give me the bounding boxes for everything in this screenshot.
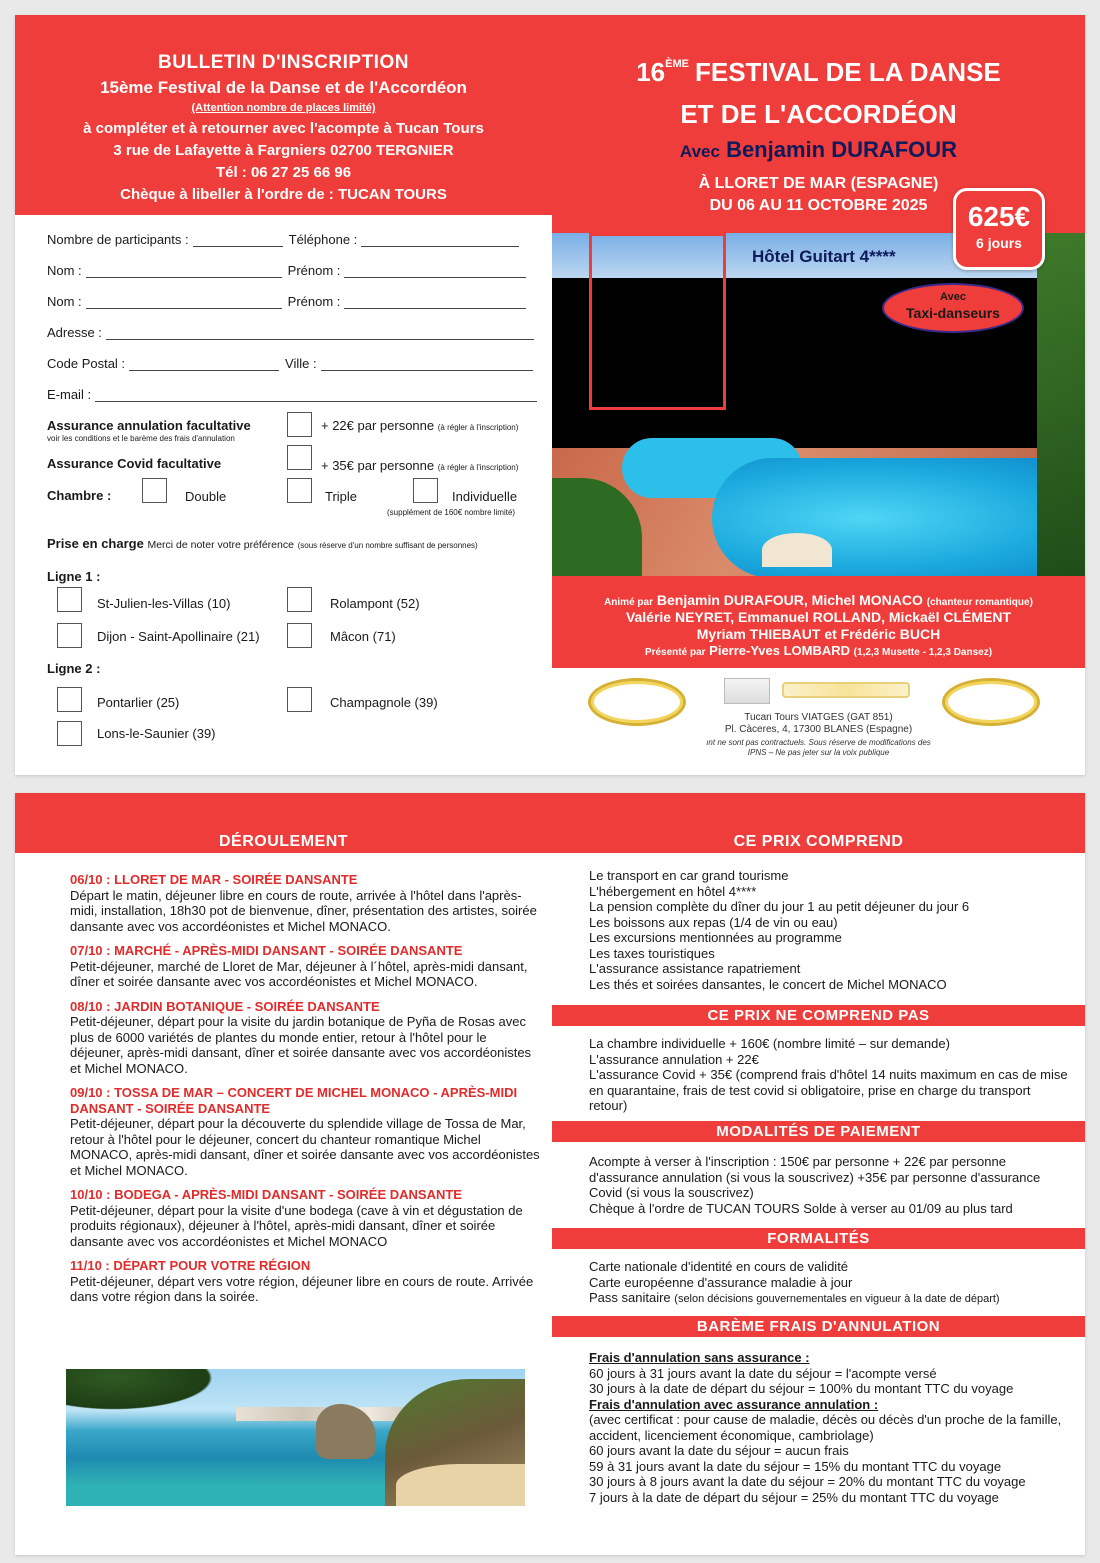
bareme-block xyxy=(589,1350,1069,1505)
bulletin-header xyxy=(15,15,552,215)
program-list xyxy=(70,872,540,1314)
agency-note1: ınt ne sont pas contractuels. Sous réserve de modifications des xyxy=(706,738,931,747)
form-row-nom1 xyxy=(47,263,532,278)
assurance-annulation-price: + 22€ par personne xyxy=(321,418,435,433)
ne-comprend-title: CE PRIX NE COMPREND PAS xyxy=(552,1005,1085,1026)
code-postal-field[interactable] xyxy=(129,359,279,371)
ville-field[interactable] xyxy=(321,359,533,371)
bulletin-line1: à compléter et à retourner avec l'acompte à Tucan Tours xyxy=(83,120,484,137)
stop-checkbox-champagnole[interactable] xyxy=(287,687,312,712)
bulletin-subtitle: 15ème Festival de la Danse et de l'Accordéon xyxy=(100,78,467,97)
form-row-email xyxy=(47,387,543,402)
agency-address: Pl. Càceres, 4, 17300 BLANES (Espagne) xyxy=(724,724,913,735)
list-item: Les excursions mentionnées au programme xyxy=(589,930,842,945)
prenom-field-2[interactable] xyxy=(344,297,526,309)
program-day xyxy=(70,999,540,1077)
artists-line2: Valérie NEYRET, Emmanuel ROLLAND, Mickaël CLÉMENT xyxy=(625,609,1012,625)
festival-number: 16 xyxy=(636,57,666,87)
presenter-note: (1,2,3 Musette - 1,2,3 Dansez) xyxy=(853,647,993,658)
day-title: 11/10 : DÉPART POUR VOTRE RÉGION xyxy=(70,1258,311,1273)
pool-image xyxy=(552,418,1085,576)
assurance-covid-price-note: (à régler à l'inscription) xyxy=(437,463,519,472)
program-header-band xyxy=(15,793,1085,853)
presenter-name: Pierre-Yves LOMBARD xyxy=(709,643,851,658)
participants-label: Nombre de participants : xyxy=(47,232,189,247)
stop-checkbox-dijon[interactable] xyxy=(57,623,82,648)
pool-umbrella xyxy=(762,533,832,567)
festival-star: Benjamin DURAFOUR xyxy=(726,137,958,162)
list-item: Les boissons aux repas (1/4 de vin ou eau) xyxy=(589,914,838,930)
pass-note: (selon décisions gouvernementales en vigueur à la date de départ) xyxy=(674,1293,1000,1305)
telephone-field[interactable] xyxy=(361,235,519,247)
chambre-triple-checkbox[interactable] xyxy=(287,478,312,503)
bulletin-line2: 3 rue de Lafayette à Fargniers 02700 TERGNIER xyxy=(113,142,454,159)
pass-item xyxy=(589,1290,1069,1308)
beach-pine xyxy=(66,1369,226,1414)
prise-en-charge-note-small: (sous réserve d'un nombre suffisant de personnes) xyxy=(297,541,478,550)
bulletin-attention: (Attention nombre de places limité) xyxy=(191,102,376,114)
participants-field[interactable] xyxy=(193,235,283,247)
festival-location: À LLORET DE MAR (ESPAGNE) xyxy=(698,175,939,192)
palm-image xyxy=(1037,233,1085,576)
program-sheet xyxy=(15,793,1085,1555)
bulletin-phone: Tél : 06 27 25 66 96 xyxy=(215,164,352,181)
list-item: 59 à 31 jours avant la date du séjour = 15% du montant TTC du voyage xyxy=(589,1458,1002,1474)
festival-title-line1 xyxy=(552,57,1085,88)
artists-line3: Myriam THIEBAUT et Frédéric BUCH xyxy=(696,626,941,642)
day-title: 08/10 : JARDIN BOTANIQUE - SOIRÉE DANSANTE xyxy=(70,998,380,1014)
paiement-title: MODALITÉS DE PAIEMENT xyxy=(552,1121,1085,1142)
nom-label: Nom : xyxy=(47,294,82,309)
formalites-title: FORMALITÉS xyxy=(552,1228,1085,1249)
ligne1-label: Ligne 1 : xyxy=(47,569,101,584)
list-item: L'assurance Covid + 35€ (comprend frais d'hôtel 14 nuits maximum en cas de mise en quarantaine, frais de test covid si obligatoire, prise en charge du transport retour) xyxy=(589,1067,1068,1113)
ville-label: Ville : xyxy=(285,356,317,371)
program-day xyxy=(70,1187,540,1249)
list-item: 60 jours à 31 jours avant la date du séjour = l'acompte versé xyxy=(589,1365,937,1381)
assurance-annulation-checkbox[interactable] xyxy=(287,412,312,437)
assurance-annulation-label: Assurance annulation facultative xyxy=(47,418,251,433)
stop-champagnole: Champagnole (39) xyxy=(330,695,438,710)
form-row-nom2 xyxy=(47,294,532,309)
stop-rolampont: Rolampont (52) xyxy=(330,596,420,611)
bulletin-title: BULLETIN D'INSCRIPTION xyxy=(158,52,409,73)
stop-checkbox-st-julien[interactable] xyxy=(57,587,82,612)
day-text: Petit-déjeuner, départ pour la visite d'une bodega (cave à vin et dégustation de produits régionaux), déjeuner à l'hôtel, après-midi dansant, dîner et soirée dansante avec vos accordéonistes et Michel MONACO xyxy=(70,1202,523,1249)
bareme-title: BARÈME FRAIS D'ANNULATION xyxy=(552,1316,1085,1337)
comprend-title: CE PRIX COMPREND xyxy=(733,833,904,850)
tucan-logo xyxy=(724,678,770,704)
assurance-annulation-note: voir les conditions et le barème des frais d'annulation xyxy=(47,434,235,443)
list-item: L'assurance assistance rapatriement xyxy=(589,961,801,976)
form-row-adresse xyxy=(47,325,540,340)
deroulement-title: DÉROULEMENT xyxy=(218,833,349,850)
list-item: Les taxes touristiques xyxy=(589,945,715,961)
prenom-label: Prénom : xyxy=(287,263,341,278)
day-text: Petit-déjeuner, départ pour la découverte du splendide village de Tossa de Mar, retour à l'hôtel pour le déjeuner, concert du chanteur romantique Michel MONACO, après-midi dansant, dîner et soirée dansante avec vos accordéonistes et Michel MONACO. xyxy=(70,1116,540,1178)
festival-title2: ET DE L'ACCORDÉON xyxy=(680,99,957,129)
assurance-covid-price: + 35€ par personne xyxy=(321,458,435,473)
footer-logos xyxy=(552,668,1085,775)
paiement-text: Acompte à verser à l'inscription : 150€ par personne + 22€ par personne d'assurance annulation (si vous la souscrivez) +35€ par personne d'assurance Covid (si vous la souscrivez) xyxy=(589,1154,1041,1200)
nom-field-1[interactable] xyxy=(86,266,282,278)
program-day xyxy=(70,943,540,990)
nom-label: Nom : xyxy=(47,263,82,278)
list-item: Le transport en car grand tourisme xyxy=(589,868,789,883)
stop-st-julien: St-Julien-les-Villas (10) xyxy=(97,596,231,611)
email-field[interactable] xyxy=(95,390,537,402)
agency-note2: IPNS – Ne pas jeter sur la voix publique xyxy=(747,748,890,757)
nom-field-2[interactable] xyxy=(86,297,282,309)
registration-sheet xyxy=(15,15,1085,775)
artists-names1: Benjamin DURAFOUR, Michel MONACO xyxy=(656,592,923,608)
paiement-block xyxy=(589,1154,1069,1216)
assurance-covid-label: Assurance Covid facultative xyxy=(47,456,222,471)
day-text: Petit-déjeuner, marché de Lloret de Mar, déjeuner à l´hôtel, après-midi dansant, dîner et soirée dansante avec vos accordéonistes et Michel MONACO. xyxy=(70,958,528,989)
chambre-individuelle-label: Individuelle xyxy=(452,489,518,504)
chambre-individuelle-note: (supplément de 160€ nombre limité) xyxy=(387,508,516,517)
price-duration: 6 jours xyxy=(976,235,1022,251)
stop-macon: Mâcon (71) xyxy=(330,629,396,644)
stop-checkbox-lons[interactable] xyxy=(57,721,82,746)
festival-star-line xyxy=(552,137,1085,163)
list-item: 60 jours avant la date du séjour = aucun frais xyxy=(589,1443,849,1458)
adresse-label: Adresse : xyxy=(47,325,102,340)
day-title: 07/10 : MARCHÉ - APRÈS-MIDI DANSANT - SOIRÉE DANSANTE xyxy=(70,943,463,958)
festival-avec: Avec xyxy=(679,142,720,161)
stop-dijon: Dijon - Saint-Apollinaire (21) xyxy=(97,629,260,644)
photo-frame xyxy=(589,233,726,410)
price-value: 625€ xyxy=(967,201,1031,232)
hotel-photo xyxy=(552,233,1085,576)
artists-line1 xyxy=(552,592,1085,608)
day-text: Départ le matin, déjeuner libre en cours de route, arrivée à l'hôtel dans l'après-midi, installation, 18h30 pot de bienvenue, dîner, présentation des artistes, soirée dansante avec vos accordéonistes et Michel MONACO. xyxy=(70,887,537,934)
chambre-label: Chambre : xyxy=(47,488,112,503)
ne-comprend-list xyxy=(589,1036,1069,1114)
artists-block xyxy=(552,576,1085,668)
list-item: L'hébergement en hôtel 4**** xyxy=(589,883,757,899)
beach-photo xyxy=(66,1369,525,1506)
stop-checkbox-rolampont[interactable] xyxy=(287,587,312,612)
taxi-danseurs-badge xyxy=(882,283,1024,333)
prise-en-charge-note: Merci de noter votre préférence xyxy=(147,539,294,551)
bulletin-cheque: Chèque à libeller à l'ordre de : TUCAN TOURS xyxy=(120,186,447,203)
assurance-annulation-price-row xyxy=(321,418,518,433)
list-item: L'assurance annulation + 22€ xyxy=(589,1051,759,1067)
list-item: 30 jours à 8 jours avant la date du séjour = 20% du montant TTC du voyage xyxy=(589,1474,1026,1489)
day-title: 09/10 : TOSSA DE MAR – CONCERT DE MICHEL MONACO - APRÈS-MIDI DANSANT - SOIRÉE DANSANTE xyxy=(70,1085,518,1116)
pass-label: Pass sanitaire xyxy=(589,1290,671,1305)
prenom-label: Prénom : xyxy=(287,294,341,309)
beach-sand xyxy=(396,1464,525,1506)
program-day xyxy=(70,1258,540,1305)
day-title: 10/10 : BODEGA - APRÈS-MIDI DANSANT - SOIRÉE DANSANTE xyxy=(70,1187,462,1202)
list-item: Carte nationale d'identité en cours de validité xyxy=(589,1259,849,1274)
gold-banner xyxy=(782,682,910,698)
prise-en-charge-label: Prise en charge xyxy=(47,536,144,551)
bareme-sans-title: Frais d'annulation sans assurance : xyxy=(589,1350,810,1365)
list-item: Carte européenne d'assurance maladie à jour xyxy=(589,1274,853,1290)
form-row-cp xyxy=(47,356,539,371)
list-item: La chambre individuelle + 160€ (nombre limité – sur demande) xyxy=(589,1036,950,1051)
assurance-covid-checkbox[interactable] xyxy=(287,445,312,470)
chambre-triple-label: Triple xyxy=(325,489,358,504)
taxi-label: Taxi-danseurs xyxy=(906,305,1000,321)
stop-pontarlier: Pontarlier (25) xyxy=(97,695,180,710)
stop-checkbox-pontarlier[interactable] xyxy=(57,687,82,712)
email-label: E-mail : xyxy=(47,387,92,402)
festival-ordinal: ÈME xyxy=(665,58,689,70)
price-badge xyxy=(953,188,1045,270)
paiement-text2: Chèque à l'ordre de TUCAN TOURS Solde à verser au 01/09 au plus tard xyxy=(589,1200,1013,1216)
prenom-field-1[interactable] xyxy=(344,266,526,278)
adresse-field[interactable] xyxy=(106,328,534,340)
festival-dates: DU 06 AU 11 OCTOBRE 2025 xyxy=(709,197,928,214)
presente-par: Présenté par xyxy=(644,647,706,658)
day-title: 06/10 : LLORET DE MAR - SOIRÉE DANSANTE xyxy=(70,872,358,887)
list-item: Les thés et soirées dansantes, le concert de Michel MONACO xyxy=(589,976,947,992)
code-postal-label: Code Postal : xyxy=(47,356,126,371)
stop-checkbox-macon[interactable] xyxy=(287,623,312,648)
artists-line4 xyxy=(552,643,1085,658)
stop-lons: Lons-le-Saunier (39) xyxy=(97,726,216,741)
list-item: La pension complète du dîner du jour 1 au petit déjeuner du jour 6 xyxy=(589,899,970,914)
telephone-label: Téléphone : xyxy=(288,232,358,247)
assurance-annulation-price-note: (à régler à l'inscription) xyxy=(437,423,519,432)
hotel-name: Hôtel Guitart 4**** xyxy=(752,247,896,266)
bareme-avec-note: (avec certificat : pour cause de maladie, décès ou décès d'un proche de la famille, accident, licenciement économique, cambriolage) xyxy=(589,1412,1062,1443)
chambre-double-checkbox[interactable] xyxy=(142,478,167,503)
list-item: 7 jours à la date de départ du séjour = 25% du montant TTC du voyage xyxy=(589,1489,999,1505)
agency-name: Tucan Tours VIATGES (GAT 851) xyxy=(744,712,893,723)
taxi-avec: Avec xyxy=(940,291,966,303)
program-day xyxy=(70,872,540,934)
chambre-individuelle-checkbox[interactable] xyxy=(413,478,438,503)
day-text: Petit-déjeuner, départ vers votre région, déjeuner libre en cours de route. Arrivée dans votre région dans la soirée. xyxy=(70,1273,534,1304)
bareme-avec-title: Frais d'annulation avec assurance annulation : xyxy=(589,1396,879,1412)
comprend-list xyxy=(589,868,1069,992)
ligne2-label: Ligne 2 : xyxy=(47,661,101,676)
assurance-covid-price-row xyxy=(321,458,518,473)
day-text: Petit-déjeuner, départ pour la visite du jardin botanique de Pyña de Rosas avec plus de 6000 variétés de plantes du monde entier, retour à l'hôtel pour le déjeuner, après-midi dansant, dîner et soirée dansante avec vos accordéonistes et Michel MONACO. xyxy=(70,1014,532,1076)
list-item: 30 jours à la date de départ du séjour = 100% du montant TTC du voyage xyxy=(589,1381,1014,1396)
program-day xyxy=(70,1085,540,1178)
festival-title1: FESTIVAL DE LA DANSE xyxy=(694,57,1001,87)
form-row-participants xyxy=(47,232,525,247)
artists-line1-note: (chanteur romantique) xyxy=(926,597,1033,608)
formalites-list xyxy=(589,1259,1069,1308)
anime-par: Animé par xyxy=(604,597,653,608)
chambre-double-label: Double xyxy=(185,489,227,504)
prise-en-charge-row xyxy=(47,536,478,551)
